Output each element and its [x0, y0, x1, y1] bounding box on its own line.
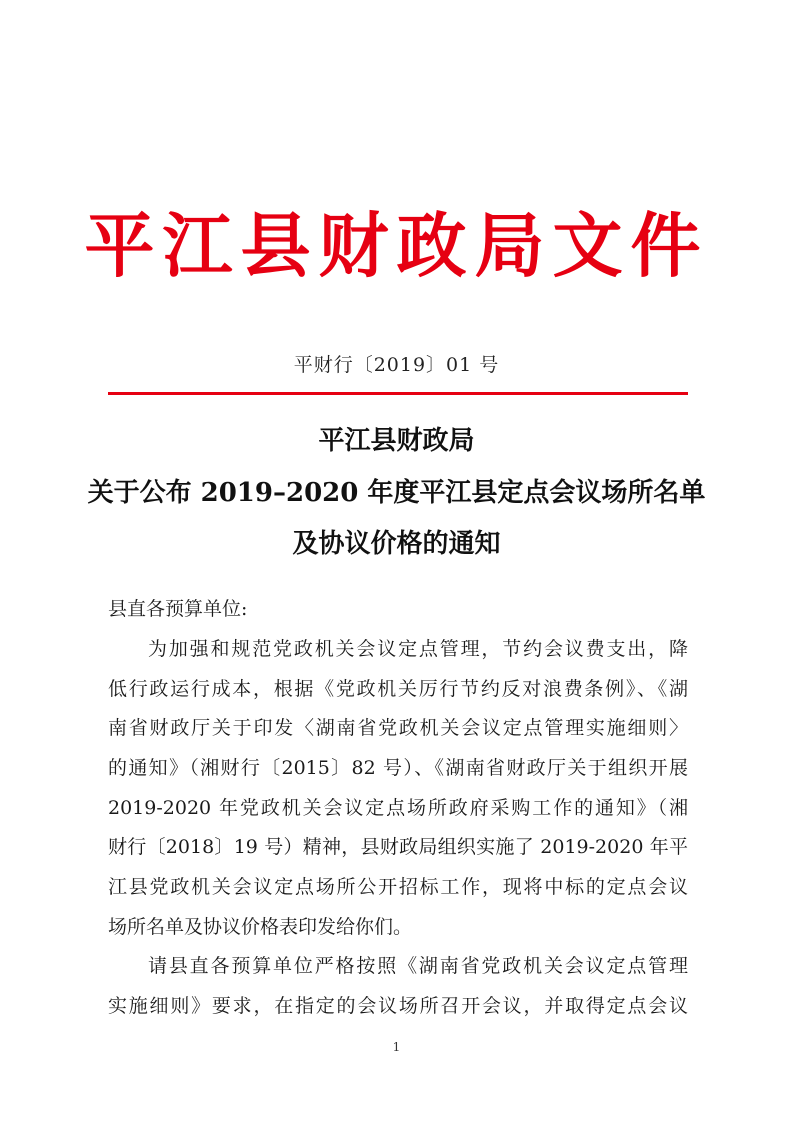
- paragraph-1-line: 2019-2020 年党政机关会议定点场所政府采购工作的通知》（湘: [108, 797, 688, 819]
- red-separator-line: [108, 392, 688, 395]
- paragraph-2-line: 实施细则》要求，在指定的会议场所召开会议，并取得定点会议: [108, 995, 688, 1017]
- paragraph-2-line: 请县直各预算单位严格按照《湖南省党政机关会议定点管理: [148, 955, 688, 977]
- paragraph-1-line: 的通知》（湘财行〔2015〕82 号）、《湖南省财政厅关于组织开展: [108, 757, 688, 779]
- document-number: 平财行〔2019〕01 号: [293, 354, 500, 376]
- paragraph-1-line: 低行政运行成本，根据《党政机关厉行节约反对浪费条例》、《湖: [108, 678, 688, 700]
- paragraph-1-line: 为加强和规范党政机关会议定点管理，节约会议费支出，降: [148, 638, 688, 660]
- paragraph-1-line: 场所名单及协议价格表印发给你们。: [108, 916, 413, 938]
- issuing-authority-title: 平江县财政局文件: [84, 204, 709, 287]
- notice-title-line-1: 平江县财政局: [318, 426, 475, 456]
- notice-title-line-2: 关于公布 2019–2020 年度平江县定点会议场所名单: [87, 478, 706, 508]
- paragraph-1-line: 江县党政机关会议定点场所公开招标工作，现将中标的定点会议: [108, 876, 688, 898]
- page-number: 1: [392, 1040, 401, 1054]
- salutation: 县直各预算单位:: [108, 598, 248, 620]
- paragraph-1-line: 财行〔2018〕19 号）精神，县财政局组织实施了 2019-2020 年平: [108, 836, 688, 858]
- paragraph-1-line: 南省财政厅关于印发〈湖南省党政机关会议定点管理实施细则〉: [108, 717, 688, 739]
- notice-title-line-3: 及协议价格的通知: [292, 529, 501, 559]
